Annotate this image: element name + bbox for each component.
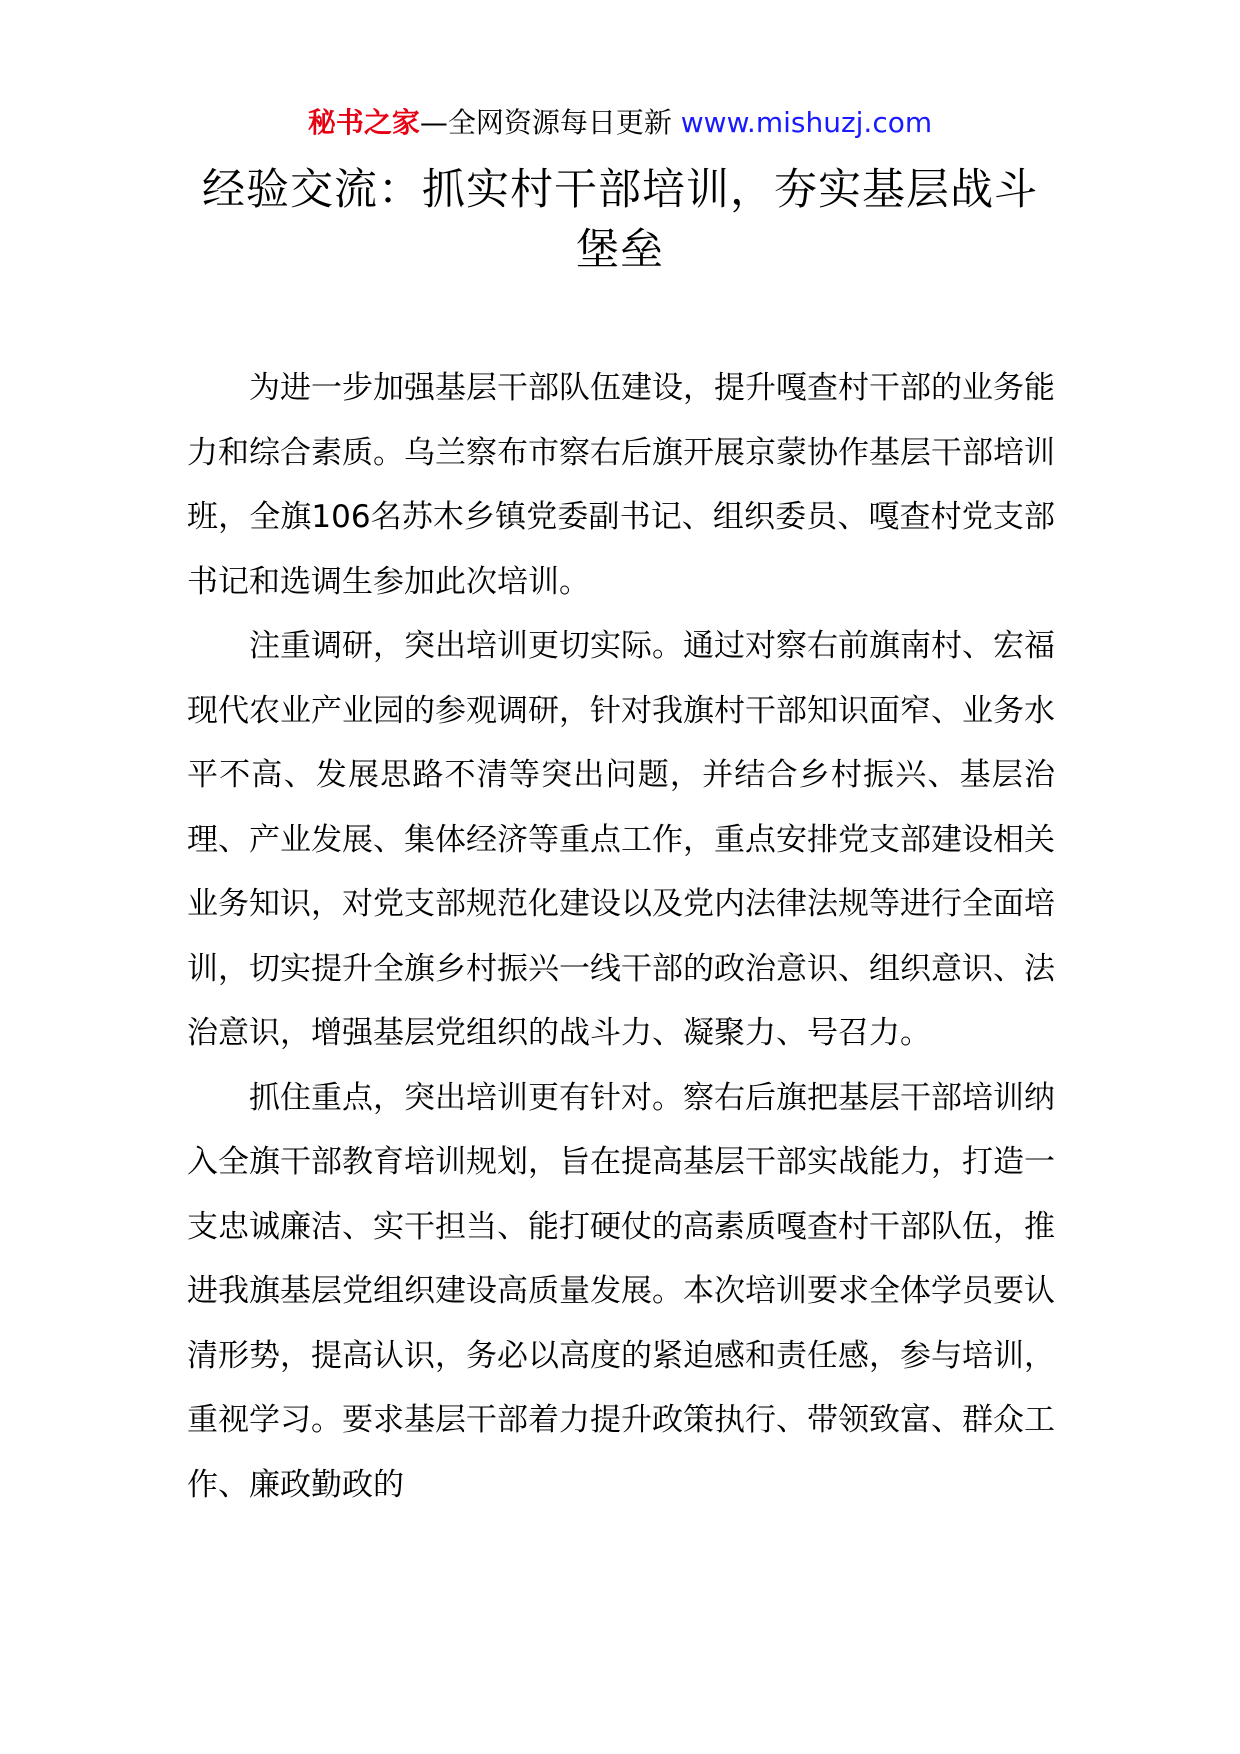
document-title: 经验交流：抓实村干部培训，夯实基层战斗堡垒 bbox=[202, 165, 1038, 275]
header-tagline: —全网资源每日更新 bbox=[419, 106, 681, 139]
paragraph-intro: 为进一步加强基层干部队伍建设，提升嘎查村干部的业务能力和综合素质。乌兰察布市察右后旗开展京蒙协作基层干部培训班，全旗106名苏木乡镇党委副书记、组织委员、嘎查村党支部书记和选调生参加此次培训。 bbox=[187, 370, 1055, 600]
site-url-link[interactable]: www.mishuzj.com bbox=[680, 106, 933, 139]
paragraph-research: 注重调研，突出培训更切实际。通过对察右前旗南村、宏福现代农业产业园的参观调研，针对我旗村干部知识面窄、业务水平不高、发展思路不清等突出问题，并结合乡村振兴、基层治理、产业发展、集体经济等重点工作，重点安排党支部建设相关业务知识，对党支部规范化建设以及党内法律法规等进行全面培训，切实提升全旗乡村振兴一线干部的政治意识、组织意识、法治意识，增强基层党组织的战斗力、凝聚力、号召力。 bbox=[187, 628, 1055, 1051]
brand-name: 秘书之家 bbox=[307, 106, 420, 139]
site-header bbox=[0, 103, 1240, 143]
paragraph-focus: 抓住重点，突出培训更有针对。察右后旗把基层干部培训纳入全旗干部教育培训规划，旨在提高基层干部实战能力，打造一支忠诚廉洁、实干担当、能打硬仗的高素质嘎查村干部队伍，推进我旗基层党组织建设高质量发展。本次培训要求全体学员要认清形势，提高认识，务必以高度的紧迫感和责任感，参与培训，重视学习。要求基层干部着力提升政策执行、带领致富、群众工作、廉政勤政的 bbox=[187, 1079, 1055, 1503]
document-body bbox=[187, 356, 1055, 1517]
